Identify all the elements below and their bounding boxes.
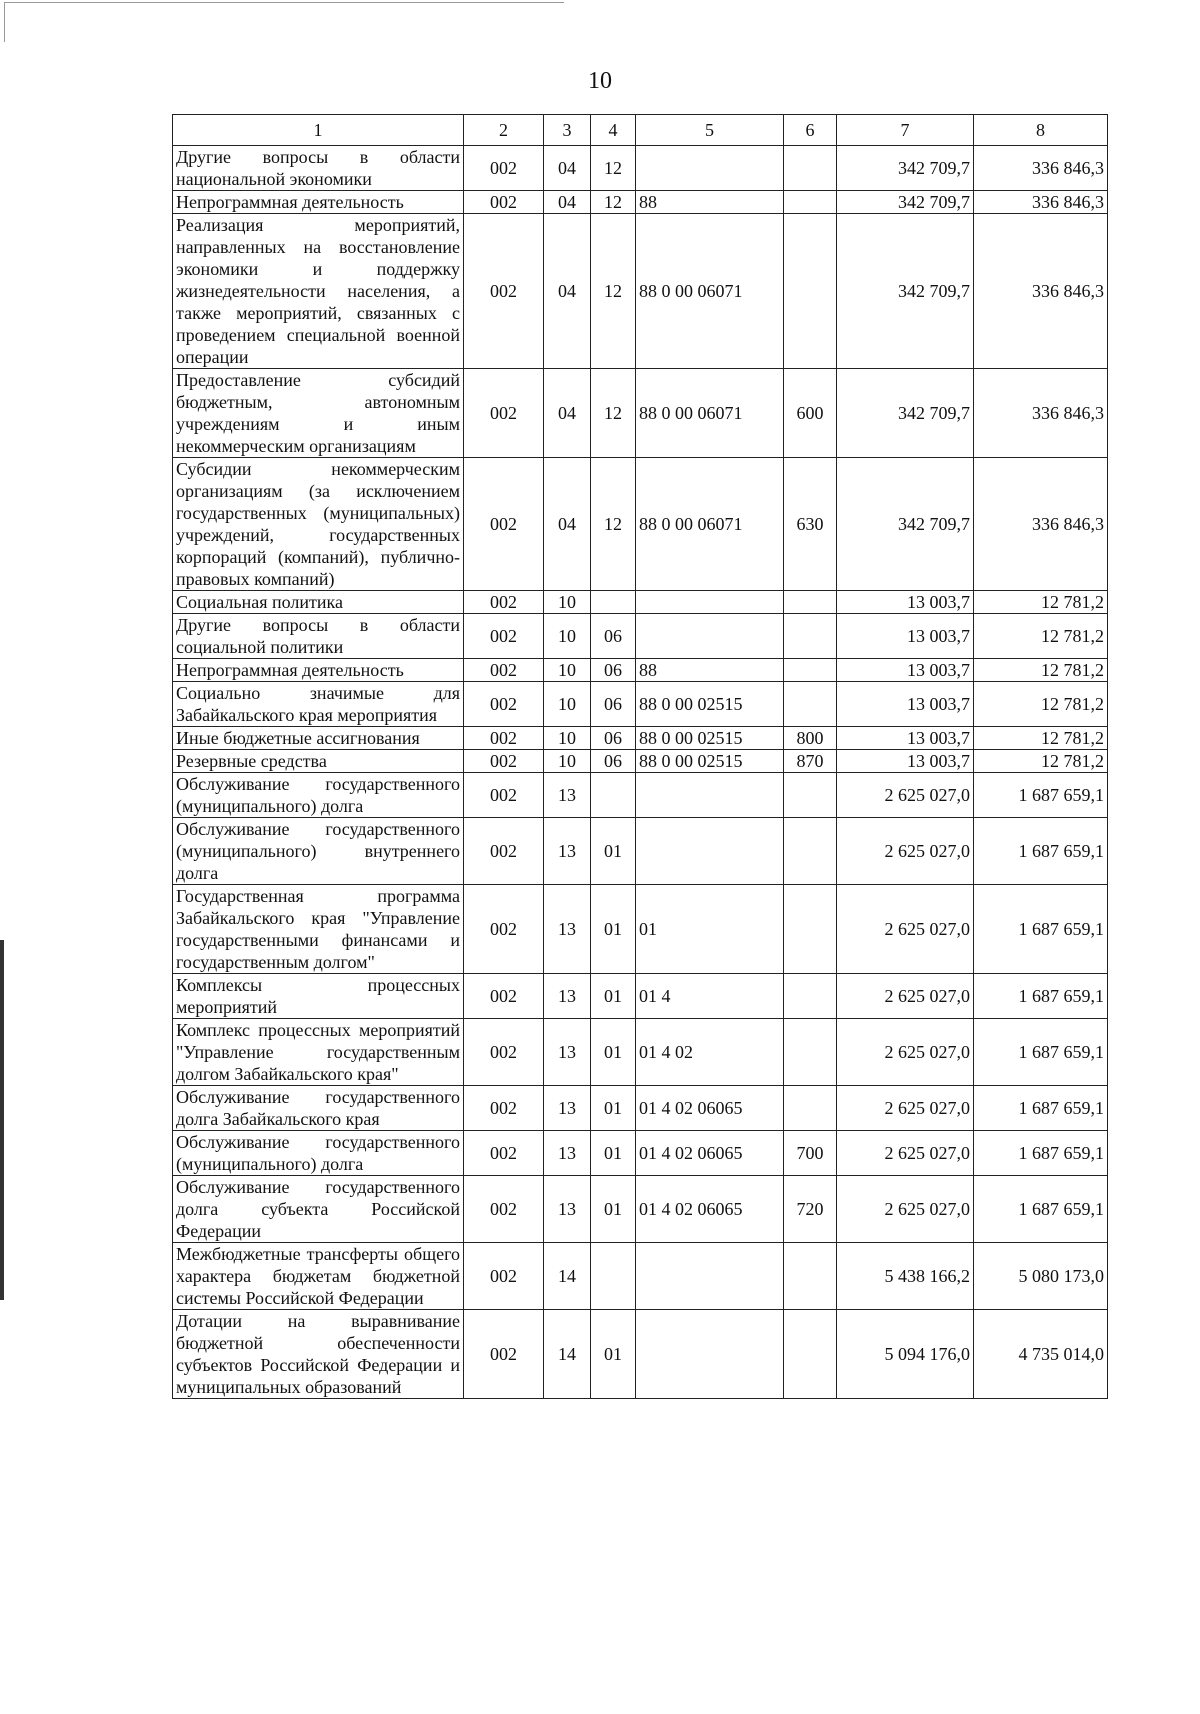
subsection-code-cell: 06 bbox=[591, 659, 636, 682]
amount-year2-cell: 12 781,2 bbox=[974, 727, 1108, 750]
section-code-cell: 04 bbox=[544, 458, 591, 591]
header-cell: 8 bbox=[974, 115, 1108, 146]
admin-code-cell: 002 bbox=[464, 818, 544, 885]
expense-type-cell: 600 bbox=[784, 369, 837, 458]
row-name-cell: Социально значимые для Забайкальского края мероприятия bbox=[173, 682, 464, 727]
row-name-cell: Субсидии некоммерческим организациям (за исключением государственных (муниципальных) учреждений, государственных корпораций (компаний), публично-правовых компаний) bbox=[173, 458, 464, 591]
expense-type-cell bbox=[784, 1019, 837, 1086]
row-name-cell: Государственная программа Забайкальского края "Управление государственными финансами и государственным долгом" bbox=[173, 885, 464, 974]
amount-year2-cell: 12 781,2 bbox=[974, 659, 1108, 682]
row-name-cell: Обслуживание государственного (муниципального) долга bbox=[173, 1131, 464, 1176]
section-code-cell: 13 bbox=[544, 1131, 591, 1176]
admin-code-cell: 002 bbox=[464, 682, 544, 727]
section-code-cell: 13 bbox=[544, 1019, 591, 1086]
table-row bbox=[173, 1086, 1108, 1131]
amount-year1-cell: 13 003,7 bbox=[837, 682, 974, 727]
section-code-cell: 13 bbox=[544, 818, 591, 885]
budget-table bbox=[172, 114, 1108, 1399]
section-code-cell: 10 bbox=[544, 750, 591, 773]
subsection-code-cell: 01 bbox=[591, 1310, 636, 1399]
target-article-cell: 88 0 00 02515 bbox=[636, 682, 784, 727]
amount-year1-cell: 2 625 027,0 bbox=[837, 974, 974, 1019]
row-name-cell: Обслуживание государственного долга субъекта Российской Федерации bbox=[173, 1176, 464, 1243]
expense-type-cell: 630 bbox=[784, 458, 837, 591]
amount-year2-cell: 336 846,3 bbox=[974, 146, 1108, 191]
table-row bbox=[173, 773, 1108, 818]
subsection-code-cell bbox=[591, 1243, 636, 1310]
admin-code-cell: 002 bbox=[464, 369, 544, 458]
expense-type-cell bbox=[784, 1310, 837, 1399]
subsection-code-cell: 01 bbox=[591, 1019, 636, 1086]
page-number: 10 bbox=[588, 68, 612, 94]
table-row bbox=[173, 750, 1108, 773]
admin-code-cell: 002 bbox=[464, 1176, 544, 1243]
subsection-code-cell: 01 bbox=[591, 1086, 636, 1131]
table-row bbox=[173, 191, 1108, 214]
table-row bbox=[173, 818, 1108, 885]
subsection-code-cell: 06 bbox=[591, 750, 636, 773]
row-name-cell: Обслуживание государственного (муниципального) внутреннего долга bbox=[173, 818, 464, 885]
table-row bbox=[173, 458, 1108, 591]
header-cell: 5 bbox=[636, 115, 784, 146]
amount-year1-cell: 13 003,7 bbox=[837, 591, 974, 614]
header-cell: 3 bbox=[544, 115, 591, 146]
subsection-code-cell: 12 bbox=[591, 191, 636, 214]
amount-year1-cell: 2 625 027,0 bbox=[837, 1176, 974, 1243]
target-article-cell: 88 0 00 06071 bbox=[636, 369, 784, 458]
subsection-code-cell bbox=[591, 773, 636, 818]
table-row bbox=[173, 146, 1108, 191]
amount-year2-cell: 12 781,2 bbox=[974, 682, 1108, 727]
subsection-code-cell bbox=[591, 591, 636, 614]
expense-type-cell bbox=[784, 191, 837, 214]
amount-year2-cell: 1 687 659,1 bbox=[974, 885, 1108, 974]
target-article-cell bbox=[636, 818, 784, 885]
row-name-cell: Резервные средства bbox=[173, 750, 464, 773]
admin-code-cell: 002 bbox=[464, 614, 544, 659]
expense-type-cell bbox=[784, 591, 837, 614]
row-name-cell: Иные бюджетные ассигнования bbox=[173, 727, 464, 750]
section-code-cell: 13 bbox=[544, 1086, 591, 1131]
amount-year2-cell: 1 687 659,1 bbox=[974, 1086, 1108, 1131]
table-row bbox=[173, 885, 1108, 974]
section-code-cell: 14 bbox=[544, 1310, 591, 1399]
amount-year2-cell: 1 687 659,1 bbox=[974, 974, 1108, 1019]
subsection-code-cell: 01 bbox=[591, 974, 636, 1019]
expense-type-cell bbox=[784, 1086, 837, 1131]
target-article-cell bbox=[636, 1310, 784, 1399]
scan-edge-mark bbox=[0, 940, 4, 1300]
amount-year1-cell: 13 003,7 bbox=[837, 727, 974, 750]
amount-year2-cell: 336 846,3 bbox=[974, 214, 1108, 369]
row-name-cell: Комплексы процессных мероприятий bbox=[173, 974, 464, 1019]
admin-code-cell: 002 bbox=[464, 591, 544, 614]
expense-type-cell bbox=[784, 974, 837, 1019]
target-article-cell: 01 4 02 06065 bbox=[636, 1086, 784, 1131]
row-name-cell: Другие вопросы в области национальной экономики bbox=[173, 146, 464, 191]
section-code-cell: 10 bbox=[544, 591, 591, 614]
table-row bbox=[173, 659, 1108, 682]
amount-year2-cell: 1 687 659,1 bbox=[974, 1019, 1108, 1086]
amount-year1-cell: 2 625 027,0 bbox=[837, 818, 974, 885]
table-row bbox=[173, 369, 1108, 458]
target-article-cell: 88 bbox=[636, 659, 784, 682]
table-row bbox=[173, 1310, 1108, 1399]
table-row bbox=[173, 614, 1108, 659]
table-row bbox=[173, 1243, 1108, 1310]
amount-year2-cell: 1 687 659,1 bbox=[974, 818, 1108, 885]
admin-code-cell: 002 bbox=[464, 214, 544, 369]
section-code-cell: 10 bbox=[544, 614, 591, 659]
amount-year1-cell: 2 625 027,0 bbox=[837, 1086, 974, 1131]
table-row bbox=[173, 214, 1108, 369]
table-row bbox=[173, 974, 1108, 1019]
expense-type-cell bbox=[784, 773, 837, 818]
subsection-code-cell: 06 bbox=[591, 614, 636, 659]
admin-code-cell: 002 bbox=[464, 146, 544, 191]
table-row bbox=[173, 1131, 1108, 1176]
expense-type-cell bbox=[784, 659, 837, 682]
amount-year1-cell: 2 625 027,0 bbox=[837, 1131, 974, 1176]
section-code-cell: 10 bbox=[544, 659, 591, 682]
admin-code-cell: 002 bbox=[464, 885, 544, 974]
header-cell: 4 bbox=[591, 115, 636, 146]
row-name-cell: Реализация мероприятий, направленных на восстановление экономики и поддержку жизнедеятельности населения, а также мероприятий, связанных с проведением специальной военной операции bbox=[173, 214, 464, 369]
target-article-cell bbox=[636, 773, 784, 818]
expense-type-cell bbox=[784, 885, 837, 974]
target-article-cell: 01 4 02 bbox=[636, 1019, 784, 1086]
row-name-cell: Дотации на выравнивание бюджетной обеспеченности субъектов Российской Федерации и муниципальных образований bbox=[173, 1310, 464, 1399]
amount-year1-cell: 342 709,7 bbox=[837, 146, 974, 191]
subsection-code-cell: 06 bbox=[591, 682, 636, 727]
target-article-cell: 88 0 00 02515 bbox=[636, 727, 784, 750]
section-code-cell: 10 bbox=[544, 682, 591, 727]
table-row bbox=[173, 591, 1108, 614]
admin-code-cell: 002 bbox=[464, 727, 544, 750]
target-article-cell bbox=[636, 614, 784, 659]
expense-type-cell bbox=[784, 682, 837, 727]
admin-code-cell: 002 bbox=[464, 191, 544, 214]
expense-type-cell bbox=[784, 1243, 837, 1310]
row-name-cell: Непрограммная деятельность bbox=[173, 191, 464, 214]
row-name-cell: Социальная политика bbox=[173, 591, 464, 614]
expense-type-cell: 870 bbox=[784, 750, 837, 773]
target-article-cell: 01 4 bbox=[636, 974, 784, 1019]
amount-year2-cell: 1 687 659,1 bbox=[974, 1131, 1108, 1176]
row-name-cell: Обслуживание государственного (муниципального) долга bbox=[173, 773, 464, 818]
amount-year2-cell: 5 080 173,0 bbox=[974, 1243, 1108, 1310]
section-code-cell: 14 bbox=[544, 1243, 591, 1310]
subsection-code-cell: 12 bbox=[591, 214, 636, 369]
amount-year1-cell: 2 625 027,0 bbox=[837, 773, 974, 818]
target-article-cell: 88 0 00 02515 bbox=[636, 750, 784, 773]
admin-code-cell: 002 bbox=[464, 773, 544, 818]
header-cell: 2 bbox=[464, 115, 544, 146]
amount-year2-cell: 12 781,2 bbox=[974, 614, 1108, 659]
amount-year1-cell: 342 709,7 bbox=[837, 191, 974, 214]
amount-year1-cell: 13 003,7 bbox=[837, 614, 974, 659]
admin-code-cell: 002 bbox=[464, 659, 544, 682]
amount-year1-cell: 342 709,7 bbox=[837, 369, 974, 458]
table-row bbox=[173, 1176, 1108, 1243]
target-article-cell bbox=[636, 591, 784, 614]
amount-year2-cell: 12 781,2 bbox=[974, 591, 1108, 614]
admin-code-cell: 002 bbox=[464, 750, 544, 773]
amount-year2-cell: 12 781,2 bbox=[974, 750, 1108, 773]
admin-code-cell: 002 bbox=[464, 1086, 544, 1131]
section-code-cell: 04 bbox=[544, 369, 591, 458]
amount-year1-cell: 2 625 027,0 bbox=[837, 885, 974, 974]
admin-code-cell: 002 bbox=[464, 1019, 544, 1086]
scan-edge-top bbox=[4, 2, 564, 3]
subsection-code-cell: 01 bbox=[591, 1176, 636, 1243]
section-code-cell: 13 bbox=[544, 885, 591, 974]
target-article-cell: 88 0 00 06071 bbox=[636, 458, 784, 591]
row-name-cell: Комплекс процессных мероприятий "Управление государственным долгом Забайкальского края" bbox=[173, 1019, 464, 1086]
amount-year2-cell: 4 735 014,0 bbox=[974, 1310, 1108, 1399]
table-row bbox=[173, 682, 1108, 727]
table-row bbox=[173, 1019, 1108, 1086]
expense-type-cell: 720 bbox=[784, 1176, 837, 1243]
row-name-cell: Обслуживание государственного долга Забайкальского края bbox=[173, 1086, 464, 1131]
amount-year2-cell: 1 687 659,1 bbox=[974, 1176, 1108, 1243]
amount-year2-cell: 336 846,3 bbox=[974, 191, 1108, 214]
subsection-code-cell: 01 bbox=[591, 818, 636, 885]
header-cell: 7 bbox=[837, 115, 974, 146]
expense-type-cell bbox=[784, 818, 837, 885]
target-article-cell: 01 4 02 06065 bbox=[636, 1131, 784, 1176]
row-name-cell: Предоставление субсидий бюджетным, автономным учреждениям и иным некоммерческим организациям bbox=[173, 369, 464, 458]
admin-code-cell: 002 bbox=[464, 458, 544, 591]
amount-year1-cell: 13 003,7 bbox=[837, 750, 974, 773]
table-body bbox=[173, 146, 1108, 1399]
expense-type-cell bbox=[784, 146, 837, 191]
expense-type-cell bbox=[784, 214, 837, 369]
subsection-code-cell: 06 bbox=[591, 727, 636, 750]
section-code-cell: 13 bbox=[544, 773, 591, 818]
subsection-code-cell: 01 bbox=[591, 885, 636, 974]
table-header-row bbox=[173, 115, 1108, 146]
amount-year2-cell: 336 846,3 bbox=[974, 369, 1108, 458]
section-code-cell: 04 bbox=[544, 191, 591, 214]
subsection-code-cell: 01 bbox=[591, 1131, 636, 1176]
admin-code-cell: 002 bbox=[464, 1310, 544, 1399]
amount-year1-cell: 342 709,7 bbox=[837, 458, 974, 591]
target-article-cell: 88 0 00 06071 bbox=[636, 214, 784, 369]
header-cell: 6 bbox=[784, 115, 837, 146]
target-article-cell bbox=[636, 1243, 784, 1310]
amount-year1-cell: 5 094 176,0 bbox=[837, 1310, 974, 1399]
amount-year1-cell: 5 438 166,2 bbox=[837, 1243, 974, 1310]
admin-code-cell: 002 bbox=[464, 974, 544, 1019]
target-article-cell: 88 bbox=[636, 191, 784, 214]
amount-year1-cell: 342 709,7 bbox=[837, 214, 974, 369]
header-cell: 1 bbox=[173, 115, 464, 146]
section-code-cell: 13 bbox=[544, 1176, 591, 1243]
subsection-code-cell: 12 bbox=[591, 458, 636, 591]
amount-year2-cell: 336 846,3 bbox=[974, 458, 1108, 591]
subsection-code-cell: 12 bbox=[591, 369, 636, 458]
section-code-cell: 13 bbox=[544, 974, 591, 1019]
section-code-cell: 04 bbox=[544, 214, 591, 369]
expense-type-cell bbox=[784, 614, 837, 659]
admin-code-cell: 002 bbox=[464, 1131, 544, 1176]
expense-type-cell: 700 bbox=[784, 1131, 837, 1176]
target-article-cell: 01 4 02 06065 bbox=[636, 1176, 784, 1243]
subsection-code-cell: 12 bbox=[591, 146, 636, 191]
admin-code-cell: 002 bbox=[464, 1243, 544, 1310]
row-name-cell: Другие вопросы в области социальной политики bbox=[173, 614, 464, 659]
table-row bbox=[173, 727, 1108, 750]
row-name-cell: Межбюджетные трансферты общего характера бюджетам бюджетной системы Российской Федерации bbox=[173, 1243, 464, 1310]
scan-edge-left bbox=[4, 2, 5, 42]
row-name-cell: Непрограммная деятельность bbox=[173, 659, 464, 682]
amount-year1-cell: 2 625 027,0 bbox=[837, 1019, 974, 1086]
amount-year1-cell: 13 003,7 bbox=[837, 659, 974, 682]
expense-type-cell: 800 bbox=[784, 727, 837, 750]
target-article-cell: 01 bbox=[636, 885, 784, 974]
section-code-cell: 10 bbox=[544, 727, 591, 750]
amount-year2-cell: 1 687 659,1 bbox=[974, 773, 1108, 818]
section-code-cell: 04 bbox=[544, 146, 591, 191]
target-article-cell bbox=[636, 146, 784, 191]
